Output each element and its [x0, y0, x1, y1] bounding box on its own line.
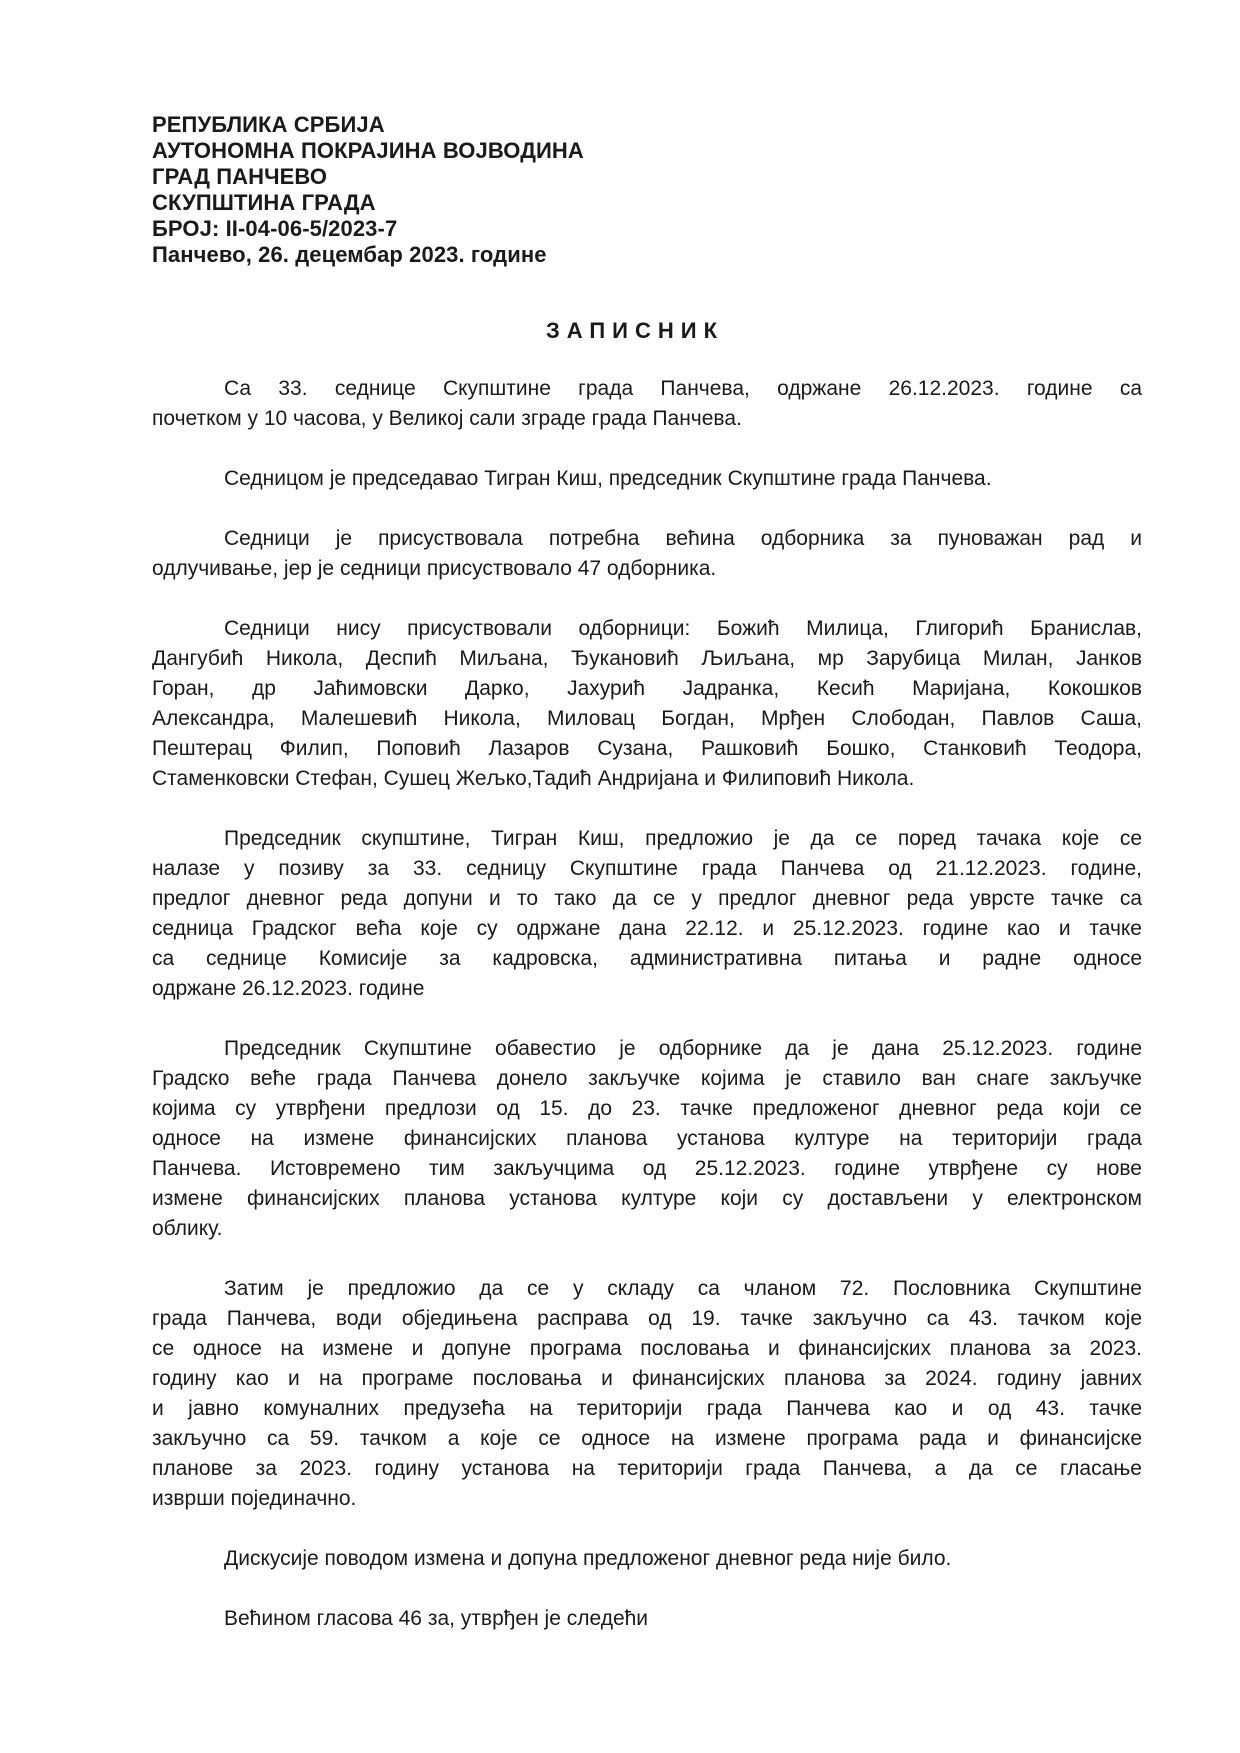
text-line: Председник скупштине, Тигран Киш, предложио је да се поред тачака које се [224, 827, 1142, 850]
text-line: Стаменковски Стефан, Сушец Жељко,Тадић Андријана и Филиповић Никола. [152, 767, 915, 790]
text-line: одржане 26.12.2023. године [152, 977, 425, 1000]
text-line: Панчева. Истовремено тим закључцима од 25.12.2023. године утврђене су нове [152, 1157, 1142, 1180]
text-line: закључно са 59. тачком а које се односе на измене програма рада и финансијске [152, 1427, 1142, 1450]
text-line: изврши појединачно. [152, 1487, 357, 1510]
text-line: Седницом је председавао Тигран Киш, председник Скупштине града Панчева. [224, 467, 992, 490]
text-line: града Панчева, води обједињена расправа од 19. тачке закључно са 43. тачком које [152, 1307, 1142, 1330]
text-line: Александра, Малешевић Никола, Миловац Богдан, Мрђен Слободан, Павлов Саша, [152, 707, 1142, 730]
text-line: којима су утврђени предлози од 15. до 23. тачке предложеног дневног реда који се [152, 1097, 1142, 1120]
paragraph-council-conclusions [152, 1034, 1142, 1244]
document-header [152, 112, 584, 268]
text-line: седница Градског већа које су одржане дана 22.12. и 25.12.2023. године као и тачке [152, 917, 1142, 940]
paragraph-quorum [152, 524, 1142, 584]
document-title: ЗАПИСНИК [545, 318, 725, 343]
text-line: одлучивање, јер је седници присуствовало 47 одборника. [152, 557, 717, 580]
header-place-date: Панчево, 26. децембар 2023. године [152, 242, 547, 267]
text-line: Затим је предложио да се у складу са чланом 72. Пословника Скупштине [224, 1277, 1142, 1300]
text-line: измене финансијских планова установа културе који су достављени у електронском [152, 1187, 1142, 1210]
text-line: Седници је присуствовала потребна већина одборника за пуноважан рад и [224, 527, 1142, 550]
text-line: Већином гласова 46 за, утврђен је следећи [224, 1607, 649, 1630]
text-line: облику. [152, 1217, 223, 1240]
text-line: Са 33. седнице Скупштине града Панчева, одржане 26.12.2023. године са [224, 377, 1142, 400]
text-line: Седници нису присуствовали одборници: Божић Милица, Глигорић Бранислав, [224, 617, 1142, 640]
text-line: Горан, др Јаћимовски Дарко, Јахурић Јадранка, Кесић Маријана, Кокошков [152, 677, 1142, 700]
text-line: налазе у позиву за 33. седницу Скупштине града Панчева од 21.12.2023. године, [152, 857, 1142, 880]
text-line: Дискусије поводом измена и допуна предложеног дневног реда није било. [224, 1547, 952, 1570]
text-line: планове за 2023. годину установа на територији града Панчева, а да се гласање [152, 1457, 1142, 1480]
text-line: Пештерац Филип, Поповић Лазаров Сузана, Рашковић Бошко, Станковић Теодора, [152, 737, 1142, 760]
text-line: односе на измене финансијских планова установа културе на територији града [152, 1127, 1142, 1150]
text-line: почетком у 10 часова, у Великој сали зграде града Панчева. [152, 407, 742, 430]
paragraph-agenda-proposal [152, 824, 1142, 1004]
text-line: са седнице Комисије за кадровска, административна питања и радне односе [152, 947, 1142, 970]
header-assembly: СКУПШТИНА ГРАДА [152, 190, 376, 215]
document-body [152, 374, 1142, 1664]
paragraph-vote-result [152, 1604, 1142, 1634]
header-province: АУТОНОМНА ПОКРАЈИНА ВОЈВОДИНА [152, 138, 584, 163]
text-line: Градско веће града Панчева донело закључке којима је ставило ван снаге закључке [152, 1067, 1142, 1090]
header-city: ГРАД ПАНЧЕВО [152, 164, 328, 189]
header-reference-number: БРОЈ: II-04-06-5/2023-7 [152, 216, 398, 241]
text-line: предлог дневног реда допуни и то тако да се у предлог дневног реда уврсте тачке са [152, 887, 1142, 910]
text-line: годину као и на програме пословања и финансијских планова за 2024. годину јавних [152, 1367, 1142, 1390]
paragraph-absent-members [152, 614, 1142, 794]
paragraph-joint-debate [152, 1274, 1142, 1514]
text-line: се односе на измене и допуне програма пословања и финансијских планова за 2023. [152, 1337, 1142, 1360]
text-line: и јавно комуналних предузећа на територији града Панчева као и од 43. тачке [152, 1397, 1142, 1420]
header-country: РЕПУБЛИКА СРБИЈА [152, 112, 385, 137]
paragraph-chairman [152, 464, 1142, 494]
text-line: Дангубић Никола, Деспић Миљана, Ђукановић Љиљана, мр Зарубица Милан, Јанков [152, 647, 1142, 670]
paragraph-no-discussion [152, 1544, 1142, 1574]
text-line: Председник Скупштине обавестио је одборнике да је дана 25.12.2023. године [224, 1037, 1142, 1060]
paragraph-session-info [152, 374, 1142, 434]
